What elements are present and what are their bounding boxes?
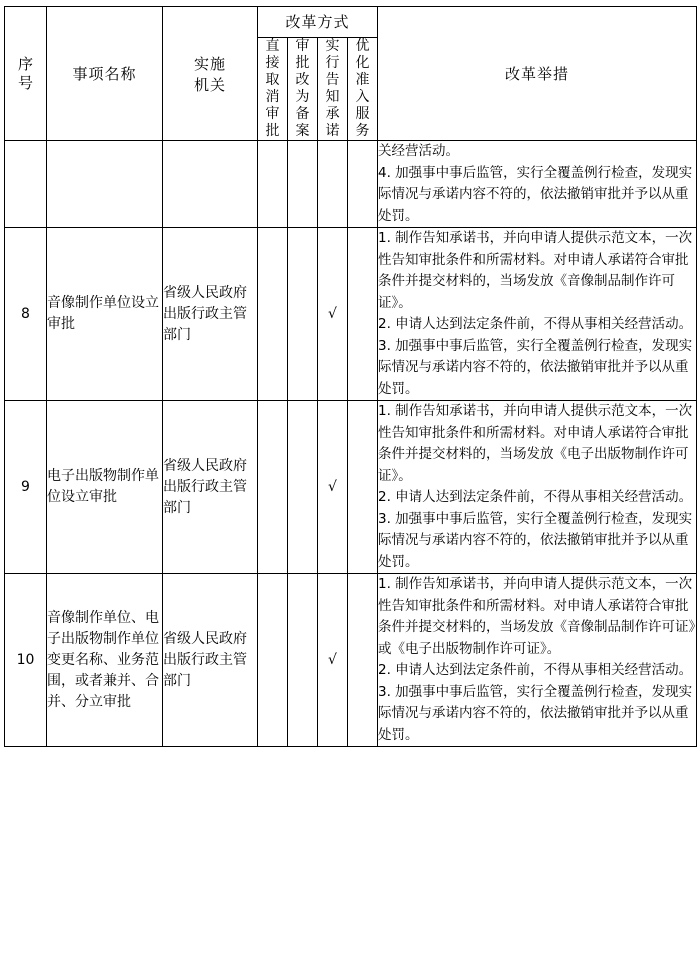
- table-body: [5, 141, 697, 747]
- row-seq: [5, 141, 47, 228]
- optimize-char-2: 化: [355, 55, 370, 71]
- row-implementing-agency: 省级人民政府出版行政主管部门: [163, 401, 258, 574]
- measure-paragraph: 2. 申请人达到法定条件前，不得从事相关经营活动。: [378, 489, 693, 505]
- header-reform-measures: 改革举措: [378, 7, 697, 141]
- table-header-row-group: [5, 7, 697, 38]
- commitment-char-6: 诺: [325, 123, 340, 139]
- row-method-cancel: [258, 401, 288, 574]
- cancel-char-2: 接: [265, 55, 280, 71]
- measure-paragraph: 1. 制作告知承诺书，并向申请人提供示范文本，一次性告知审批条件和所需材料。对申请人承诺符合审批条件并提交材料的，当场发放《音像制品制作许可证》或《电子出版物制作许可证》。: [378, 576, 696, 657]
- cancel-char-1: 直: [265, 38, 280, 54]
- commitment-char-1: 实: [325, 38, 340, 54]
- optimize-char-5: 服: [355, 106, 370, 122]
- row-item-name: 音像制作单位设立审批: [47, 228, 163, 401]
- table-row: [5, 574, 697, 747]
- row-method-optimize: [348, 574, 378, 747]
- optimize-char-4: 入: [355, 89, 370, 105]
- measure-paragraph: 2. 申请人达到法定条件前，不得从事相关经营活动。: [378, 316, 693, 332]
- row-method-optimize: [348, 401, 378, 574]
- row-method-record: [288, 401, 318, 574]
- commitment-char-4: 知: [325, 89, 340, 105]
- row-method-record: [288, 141, 318, 228]
- cancel-char-5: 审: [265, 106, 280, 122]
- row-item-name: 音像制作单位、电子出版物制作单位变更名称、业务范围，或者兼并、合并、分立审批: [47, 574, 163, 747]
- header-agency-line-1: 实施: [193, 54, 226, 73]
- row-item-name: [47, 141, 163, 228]
- record-char-6: 案: [295, 123, 310, 139]
- header-seq: [5, 7, 47, 141]
- row-method-record: [288, 574, 318, 747]
- row-method-optimize: [348, 141, 378, 228]
- record-char-3: 改: [295, 72, 310, 88]
- measure-paragraph: 3. 加强事中事后监管，实行全覆盖例行检查，发现实际情况与承诺内容不符的，依法撤销审批并予以从重处罚。: [378, 683, 693, 743]
- row-method-cancel: [258, 574, 288, 747]
- row-method-commitment: [318, 141, 348, 228]
- header-method-optimize: [348, 38, 378, 141]
- header-seq-char-2: 号: [17, 73, 33, 92]
- reform-items-table: [4, 6, 697, 747]
- header-implementing-agency: [163, 7, 258, 141]
- measure-paragraph: 关经营活动。: [378, 143, 460, 159]
- row-implementing-agency: 省级人民政府出版行政主管部门: [163, 228, 258, 401]
- header-method-cancel: [258, 38, 288, 141]
- row-method-commitment: √: [318, 228, 348, 401]
- row-method-cancel: [258, 228, 288, 401]
- row-item-name: 电子出版物制作单位设立审批: [47, 401, 163, 574]
- cancel-char-3: 取: [265, 72, 280, 88]
- record-char-5: 备: [295, 106, 310, 122]
- row-reform-measures: [378, 401, 697, 574]
- optimize-char-3: 准: [355, 72, 370, 88]
- header-reform-method-group: 改革方式: [258, 7, 378, 38]
- row-method-cancel: [258, 141, 288, 228]
- row-method-commitment: √: [318, 401, 348, 574]
- commitment-char-2: 行: [325, 55, 340, 71]
- record-char-1: 审: [295, 38, 310, 54]
- header-method-commitment: [318, 38, 348, 141]
- cancel-char-6: 批: [265, 123, 280, 139]
- header-item-name: 事项名称: [47, 7, 163, 141]
- row-seq: 10: [5, 574, 47, 747]
- measure-paragraph: 3. 加强事中事后监管，实行全覆盖例行检查，发现实际情况与承诺内容不符的，依法撤销审批并予以从重处罚。: [378, 337, 693, 397]
- record-char-4: 为: [295, 89, 310, 105]
- table-row: [5, 228, 697, 401]
- row-seq: 8: [5, 228, 47, 401]
- measure-paragraph: 2. 申请人达到法定条件前，不得从事相关经营活动。: [378, 662, 693, 678]
- row-method-commitment: √: [318, 574, 348, 747]
- row-implementing-agency: 省级人民政府出版行政主管部门: [163, 574, 258, 747]
- measure-paragraph: 1. 制作告知承诺书，并向申请人提供示范文本，一次性告知审批条件和所需材料。对申请人承诺符合审批条件并提交材料的，当场发放《电子出版物制作许可证》。: [378, 403, 693, 484]
- commitment-char-5: 承: [325, 106, 340, 122]
- measure-paragraph: 4. 加强事中事后监管，实行全覆盖例行检查，发现实际情况与承诺内容不符的，依法撤销审批并予以从重处罚。: [378, 164, 693, 224]
- measure-paragraph: 3. 加强事中事后监管，实行全覆盖例行检查，发现实际情况与承诺内容不符的，依法撤销审批并予以从重处罚。: [378, 510, 693, 570]
- table-row: [5, 401, 697, 574]
- row-reform-measures: [378, 574, 697, 747]
- row-method-record: [288, 228, 318, 401]
- optimize-char-6: 务: [355, 123, 370, 139]
- table-row: [5, 141, 697, 228]
- row-implementing-agency: [163, 141, 258, 228]
- row-method-optimize: [348, 228, 378, 401]
- header-seq-char-1: 序: [17, 54, 33, 73]
- cancel-char-4: 消: [265, 89, 280, 105]
- row-reform-measures: [378, 141, 697, 228]
- row-seq: 9: [5, 401, 47, 574]
- record-char-2: 批: [295, 55, 310, 71]
- header-method-approval-to-record: [288, 38, 318, 141]
- row-reform-measures: [378, 228, 697, 401]
- optimize-char-1: 优: [355, 38, 370, 54]
- commitment-char-3: 告: [325, 72, 340, 88]
- measure-paragraph: 1. 制作告知承诺书，并向申请人提供示范文本，一次性告知审批条件和所需材料。对申请人承诺符合审批条件并提交材料的，当场发放《音像制品制作许可证》。: [378, 230, 693, 311]
- header-agency-line-2: 机关: [193, 75, 226, 94]
